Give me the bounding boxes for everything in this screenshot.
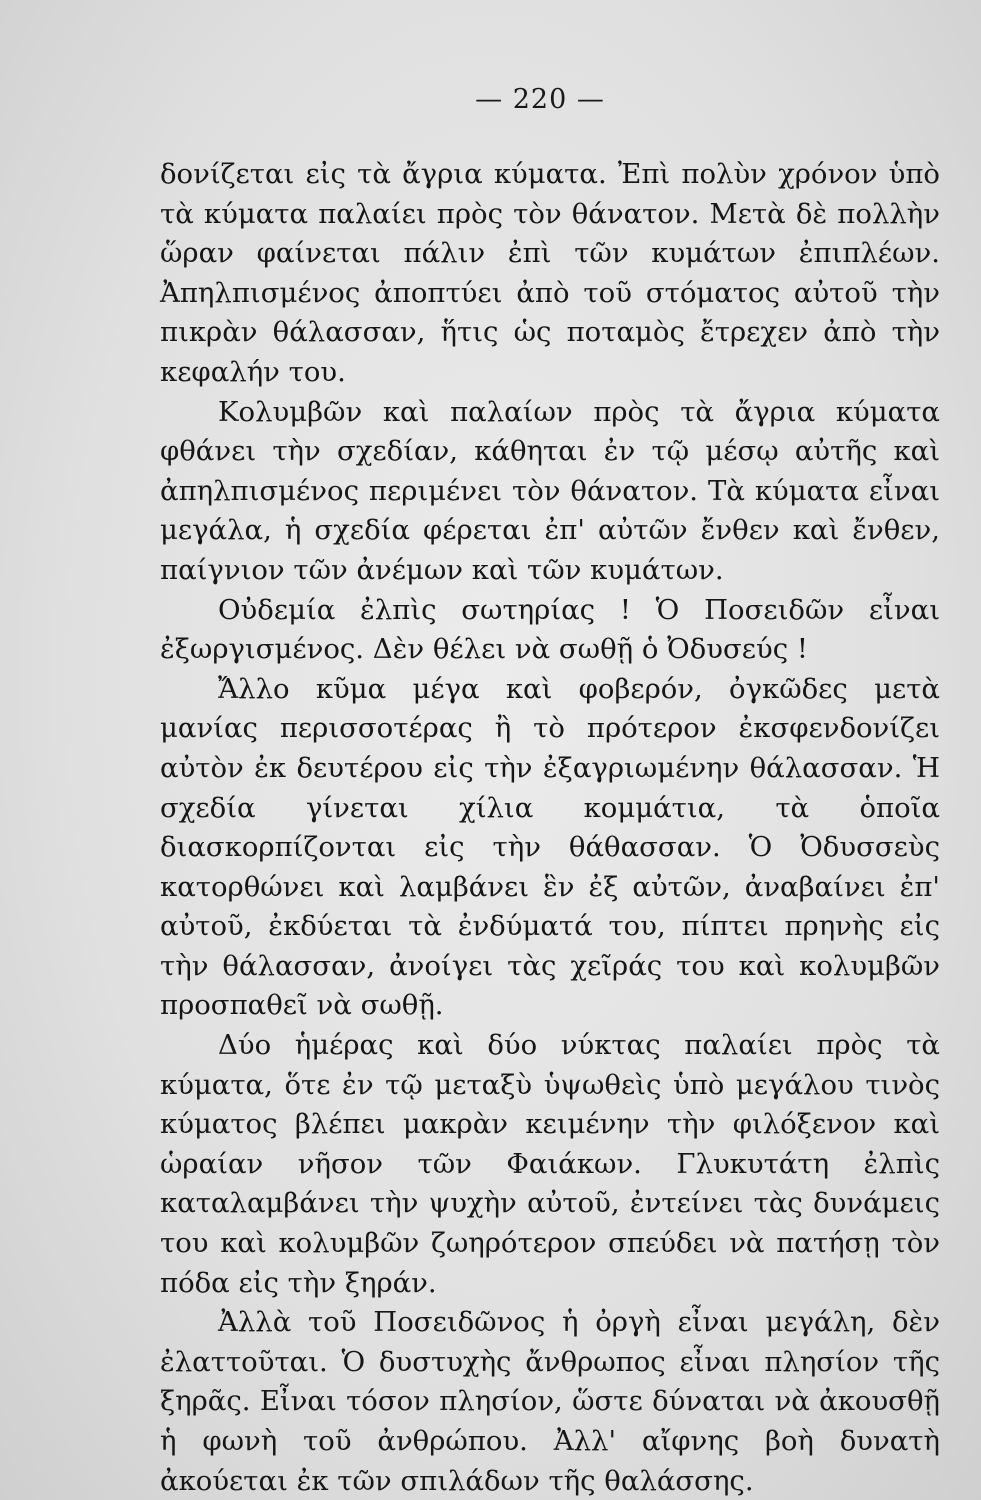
page-number: — 220 — — [475, 84, 605, 115]
paragraph: Οὐδεμία ἐλπὶς σωτηρίας ! Ὁ Ποσειδῶν εἶναι ἐξωργισμένος. Δὲν θέλει νὰ σωθῇ ὁ Ὀδυσεύς ! — [160, 593, 940, 666]
body-text — [160, 155, 940, 1500]
paragraph: δονίζεται εἰς τὰ ἄγρια κύματα. Ἐπὶ πολὺν χρόνον ὑπὸ τὰ κύματα παλαίει πρὸς τὸν θάνατον. Μετὰ δὲ πολλὴν ὥραν φαίνεται πάλιν ἐπὶ τῶν κυμάτων ἐπιπλέων. Ἀπηλπισμένος ἀποπτύει ἀπὸ τοῦ στόματος αὐτοῦ τὴν πικρὰν θάλασσαν, ἥτις ὡς ποταμὸς ἔτρεχεν ἀπὸ τὴν κεφαλήν του. — [160, 158, 940, 388]
paragraph: Ἀλλὰ τοῦ Ποσειδῶνος ἡ ὀργὴ εἶναι μεγάλη, δὲν ἐλαττοῦται. Ὁ δυστυχὴς ἄνθρωπος εἶναι πλησίον τῆς ξηρᾶς. Εἶναι τόσον πλησίον, ὥστε δύναται νὰ ἀκουσθῇ ἡ φωνὴ τοῦ ἀνθρώπου. Ἀλλ' αἴφνης βοὴ δυνατὴ ἀκούεται ἐκ τῶν σπιλάδων τῆς θαλάσσης. — [160, 1306, 940, 1497]
paragraph: Ἄλλο κῦμα μέγα καὶ φοβερόν, ὀγκῶδες μετὰ μανίας περισσοτέρας ἢ τὸ πρότερον ἐκσφενδονίζει αὐτὸν ἐκ δευτέρου εἰς τὴν ἐξαγριωμένην θάλασσαν. Ἡ σχεδία γίνεται χίλια κομμάτια, τὰ ὁποῖα διασκορπίζονται εἰς τὴν θάθασσαν. Ὁ Ὀδυσσεὺς κατορθώνει καὶ λαμβάνει ἓν ἐξ αὐτῶν, ἀναβαίνει ἐπ' αὐτοῦ, ἐκδύεται τὰ ἐνδύματά του, πίπτει πρηνὴς εἰς τὴν θάλασσαν, ἀνοίγει τὰς χεῖράς του καὶ κολυμβῶν προσπαθεῖ νὰ σωθῇ. — [160, 672, 940, 1022]
paragraph: Κολυμβῶν καὶ παλαίων πρὸς τὰ ἄγρια κύματα φθάνει τὴν σχεδίαν, κάθηται ἐν τῷ μέσῳ αὐτῆς καὶ ἀπηλπισμένος περιμένει τὸν θάνατον. Τὰ κύματα εἶναι μεγάλα, ἡ σχεδία φέρεται ἐπ' αὐτῶν ἔνθεν καὶ ἔνθεν, παίγνιον τῶν ἀνέμων καὶ τῶν κυμάτων. — [160, 395, 940, 586]
paragraph: Δύο ἡμέρας καὶ δύο νύκτας παλαίει πρὸς τὰ κύματα, ὅτε ἐν τῷ μεταξὺ ὑψωθεὶς ὑπὸ μεγάλου τινὸς κύματος βλέπει μακρὰν κειμένην τὴν φιλόξενον καὶ ὡραίαν νῆσον τῶν Φαιάκων. Γλυκυτάτη ἐλπὶς καταλαμβάνει τὴν ψυχὴν αὐτοῦ, ἐντείνει τὰς δυνάμεις του καὶ κολυμβῶν ζωηρότερον σπεύδει νὰ πατήσῃ τὸν πόδα εἰς τὴν ξηράν. — [160, 1029, 940, 1299]
